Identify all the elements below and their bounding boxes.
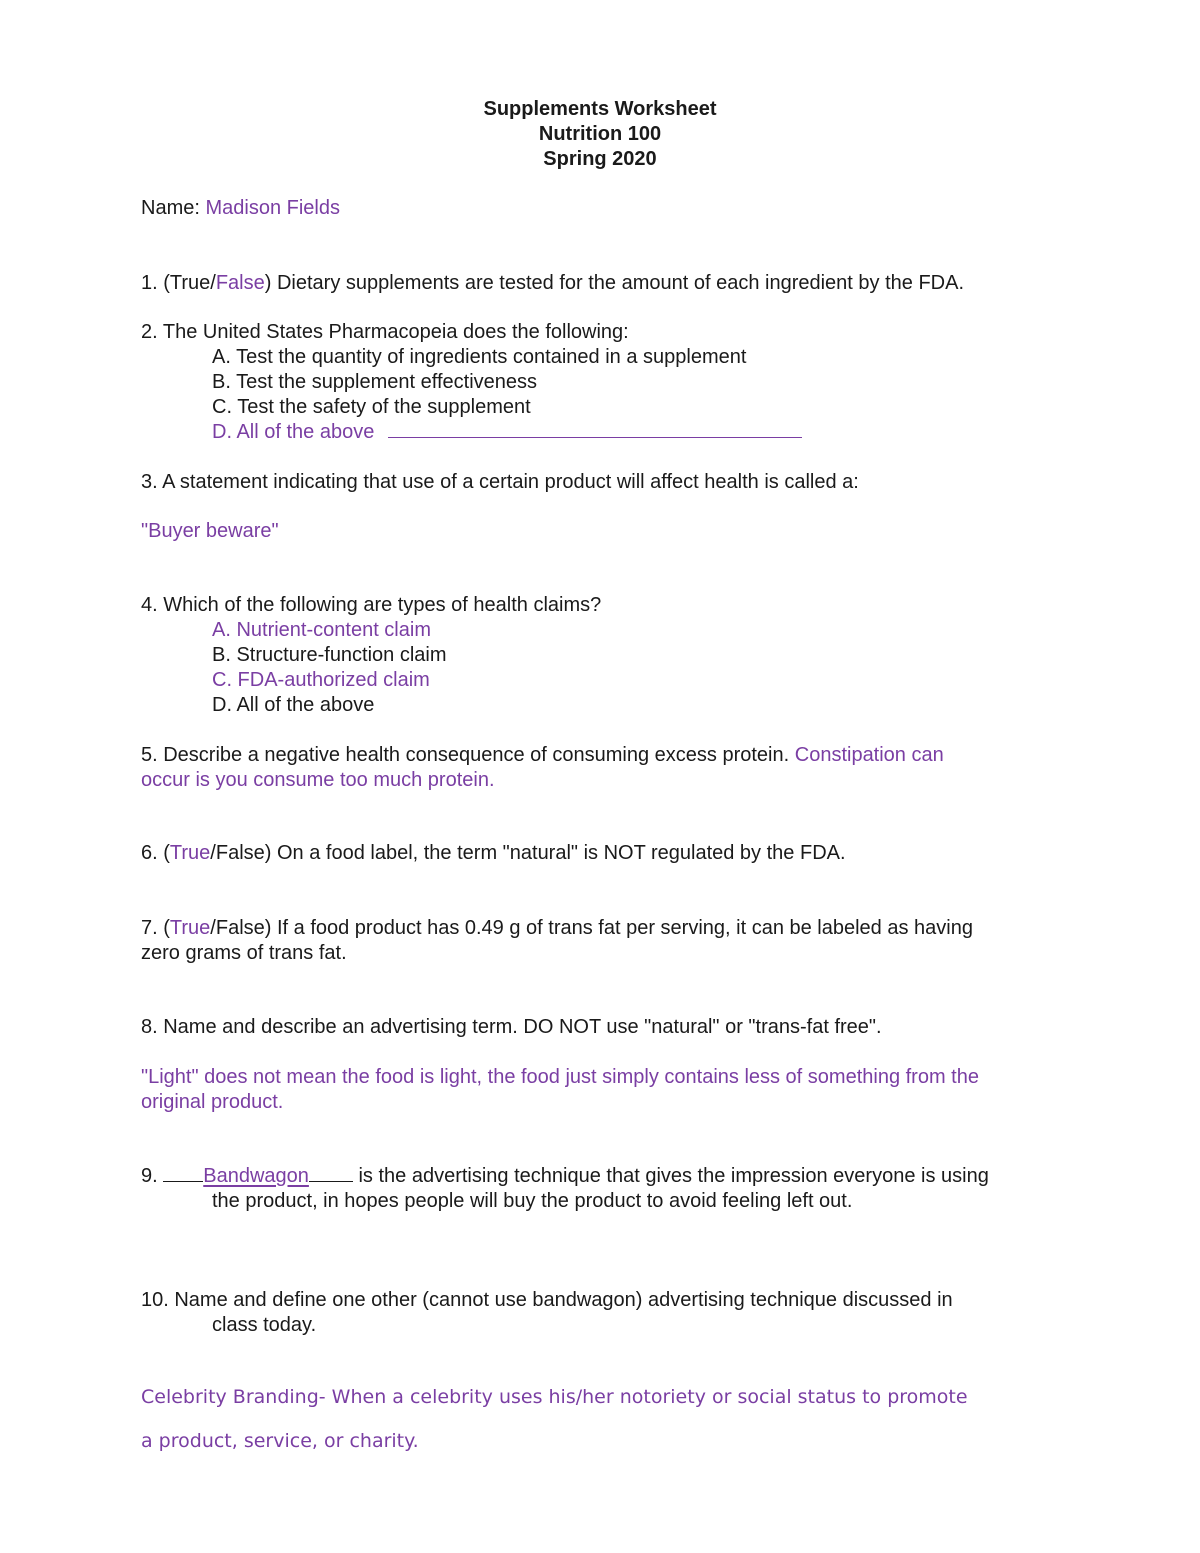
- question-7: 7. (True/False) If a food product has 0.49 g of trans fat per serving, it can be labeled as having: [141, 917, 973, 939]
- q2-option-d: [212, 420, 802, 445]
- q4-option-c: C. FDA-authorized claim: [212, 669, 430, 691]
- question-7-line2: zero grams of trans fat.: [141, 942, 347, 964]
- q8-answer-line2: original product.: [141, 1091, 284, 1113]
- term: Spring 2020: [543, 148, 657, 170]
- q4-option-b: B. Structure-function claim: [212, 644, 447, 666]
- q5-answer-line2: occur is you consume too much protein.: [141, 769, 495, 791]
- q2-option-c: C. Test the safety of the supplement: [212, 396, 531, 418]
- q2-answer: D. All of the above: [212, 421, 375, 443]
- q4-option-d: D. All of the above: [212, 694, 375, 716]
- question-3-stem: 3. A statement indicating that use of a certain product will affect health is called a:: [141, 471, 859, 493]
- q4-option-a: A. Nutrient-content claim: [212, 619, 431, 641]
- question-1: 1. (True/False) Dietary supplements are tested for the amount of each ingredient by the FDA.: [141, 272, 965, 294]
- question-9-line2: the product, in hopes people will buy the product to avoid feeling left out.: [212, 1190, 853, 1212]
- answer-underline: [388, 420, 802, 438]
- q10-answer: Celebrity Branding- When a celebrity uses his/her notoriety or social status to promote: [141, 1386, 968, 1408]
- question-9: 9. Bandwagon is the advertising technique that gives the impression everyone is using: [141, 1165, 989, 1187]
- q10-answer-line2: a product, service, or charity.: [141, 1430, 419, 1452]
- name-value: Madison Fields: [205, 197, 340, 219]
- q8-answer: "Light" does not mean the food is light, the food just simply contains less of something from the: [141, 1066, 979, 1088]
- worksheet-title: Supplements Worksheet: [483, 98, 717, 120]
- question-2-stem: 2. The United States Pharmacopeia does the following:: [141, 321, 629, 343]
- course-name: Nutrition 100: [538, 123, 662, 145]
- name-line: [141, 196, 340, 221]
- name-label: Name:: [141, 197, 200, 219]
- q9-answer: Bandwagon: [203, 1165, 309, 1187]
- question-10-stem: 10. Name and define one other (cannot use bandwagon) advertising technique discussed in: [141, 1289, 953, 1311]
- q7-answer: True: [169, 917, 211, 939]
- q2-option-a: A. Test the quantity of ingredients contained in a supplement: [212, 346, 747, 368]
- q2-option-b: B. Test the supplement effectiveness: [212, 371, 538, 393]
- question-8-stem: 8. Name and describe an advertising term. DO NOT use "natural" or "trans-fat free".: [141, 1016, 882, 1038]
- q1-answer: False: [215, 272, 265, 294]
- question-5: 5. Describe a negative health consequence of consuming excess protein. Constipation can: [141, 744, 944, 766]
- q6-answer: True: [169, 842, 211, 864]
- q3-answer: "Buyer beware": [141, 520, 279, 542]
- question-4-stem: 4. Which of the following are types of health claims?: [141, 594, 602, 616]
- question-6: 6. (True/False) On a food label, the term "natural" is NOT regulated by the FDA.: [141, 842, 846, 864]
- question-10-line2: class today.: [212, 1314, 317, 1336]
- q5-answer: Constipation can: [794, 744, 944, 766]
